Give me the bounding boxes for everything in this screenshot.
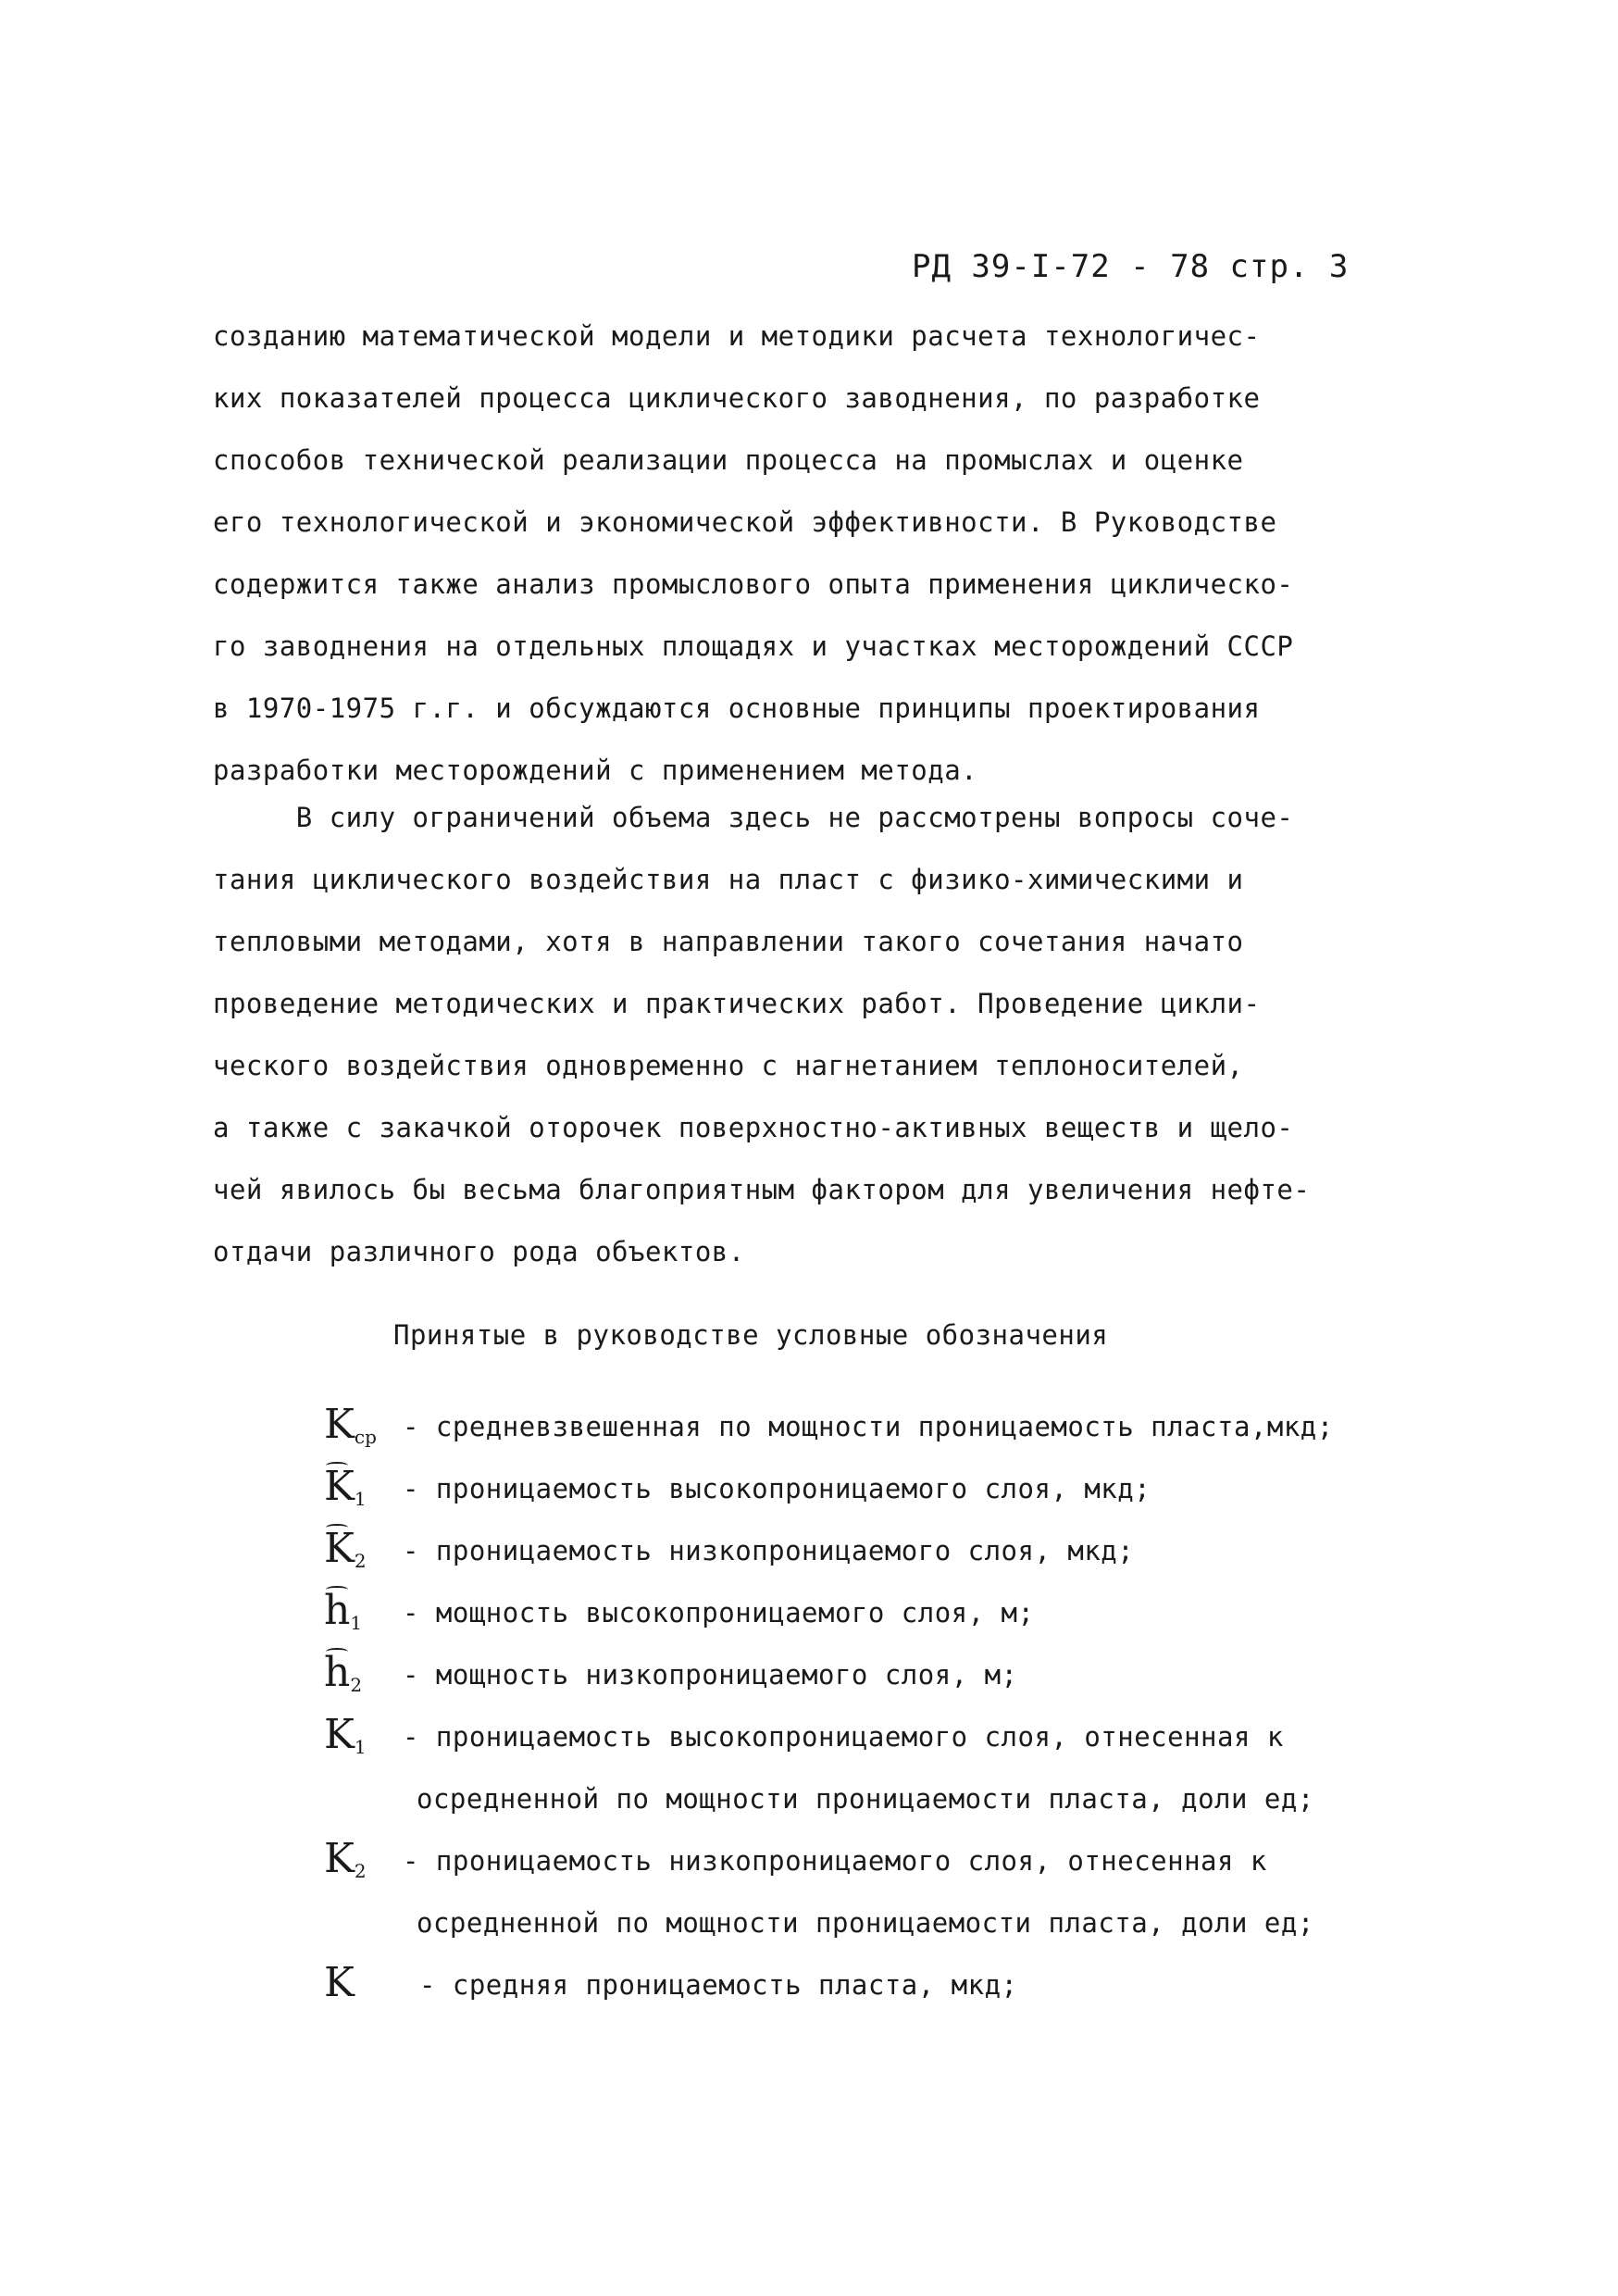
paragraph-line: тепловыми методами, хотя в направлении такого сочетания начато <box>213 926 1244 957</box>
notation-item <box>324 1648 1435 1710</box>
notation-list <box>324 1400 1435 2020</box>
paragraph-limitations <box>213 787 1407 1283</box>
paragraph-line: В силу ограничений объема здесь не рассмотрены вопросы сочe- <box>213 802 1294 833</box>
notation-symbol: $h_2$ <box>324 1649 363 1696</box>
notation-description: - мощность высокопроницаемого слоя, м; <box>403 1597 1035 1628</box>
paragraph-intro <box>213 306 1407 802</box>
notation-description: осредненной по мощности проницаемости пласта, доли ед; <box>417 1783 1314 1815</box>
paragraph-line: ческого воздействия одновременно с нагнетанием теплоносителей, <box>213 1050 1244 1081</box>
notation-symbol: $K_{ср}$ <box>324 1401 377 1448</box>
notation-symbol: K <box>324 1959 355 2006</box>
notation-description: - средневзвешенная по мощности проницаемость пласта,мкд; <box>403 1411 1334 1442</box>
notation-item <box>324 1400 1435 1462</box>
paragraph-line: проведение методических и практических работ. Проведение цикли- <box>213 988 1261 1019</box>
notation-symbol: $K_1$ <box>324 1711 367 1758</box>
paragraph-line: в 1970-1975 г.г. и обсуждаются основные принципы проектирования <box>213 693 1261 724</box>
notation-item <box>324 1524 1435 1586</box>
notation-item <box>324 1586 1435 1648</box>
notation-item <box>324 1710 1435 1772</box>
notation-description: - проницаемость высокопроницаемого слоя, отнесенная к <box>403 1721 1284 1753</box>
paragraph-line: способов технической реализации процесса на промыслах и оценке <box>213 444 1244 476</box>
notation-description: - проницаемость высокопроницаемого слоя, мкд; <box>403 1473 1151 1504</box>
notation-description: - проницаемость низкопроницаемого слоя, мкд; <box>403 1535 1135 1566</box>
notation-item-continuation <box>324 1772 1435 1834</box>
notation-item <box>324 1834 1435 1896</box>
paragraph-line: отдачи различного рода объектов. <box>213 1236 745 1267</box>
notation-symbol: $K_2$ <box>324 1835 367 1882</box>
notation-description: - средняя проницаемость пласта, мкд; <box>403 1969 1018 2001</box>
notation-item <box>324 1462 1435 1524</box>
paragraph-line: разработки месторождений с применением метода. <box>213 755 978 786</box>
notation-item-continuation <box>324 1896 1435 1958</box>
paragraph-line: его технологической и экономической эффективности. В Руководстве <box>213 506 1277 538</box>
paragraph-line: го заводнения на отдельных площадях и участках месторождений СССР <box>213 630 1294 662</box>
notation-item <box>324 1958 1435 2020</box>
paragraph-line: ких показателей процесса циклического заводнения, по разработке <box>213 382 1261 414</box>
notation-description: - проницаемость низкопроницаемого слоя, отнесенная к <box>403 1845 1267 1877</box>
notation-description: - мощность низкопроницаемого слоя, м; <box>403 1659 1018 1691</box>
page-header: РД 39-I-72 - 78 стр. 3 <box>912 248 1350 285</box>
paragraph-line: содержится также анализ промыслового опыта применения циклическо- <box>213 568 1294 600</box>
paragraph-line: а также с закачкой оторочек поверхностно-активных веществ и щело- <box>213 1112 1294 1143</box>
notation-symbol: $K_2$ <box>324 1525 367 1572</box>
notation-symbol: $K_1$ <box>324 1463 367 1510</box>
notation-symbol: $h_1$ <box>324 1587 363 1634</box>
paragraph-line: чей явилось бы весьма благоприятным фактором для увеличения нефте- <box>213 1174 1311 1205</box>
paragraph-line: созданию математической модели и методики расчета технологичес- <box>213 320 1261 352</box>
notation-description: осредненной по мощности проницаемости пласта, доли ед; <box>417 1907 1314 1939</box>
section-title: Принятые в руководстве условные обозначения <box>393 1319 1109 1351</box>
paragraph-line: тания циклического воздействия на пласт с физико-химическими и <box>213 864 1244 895</box>
